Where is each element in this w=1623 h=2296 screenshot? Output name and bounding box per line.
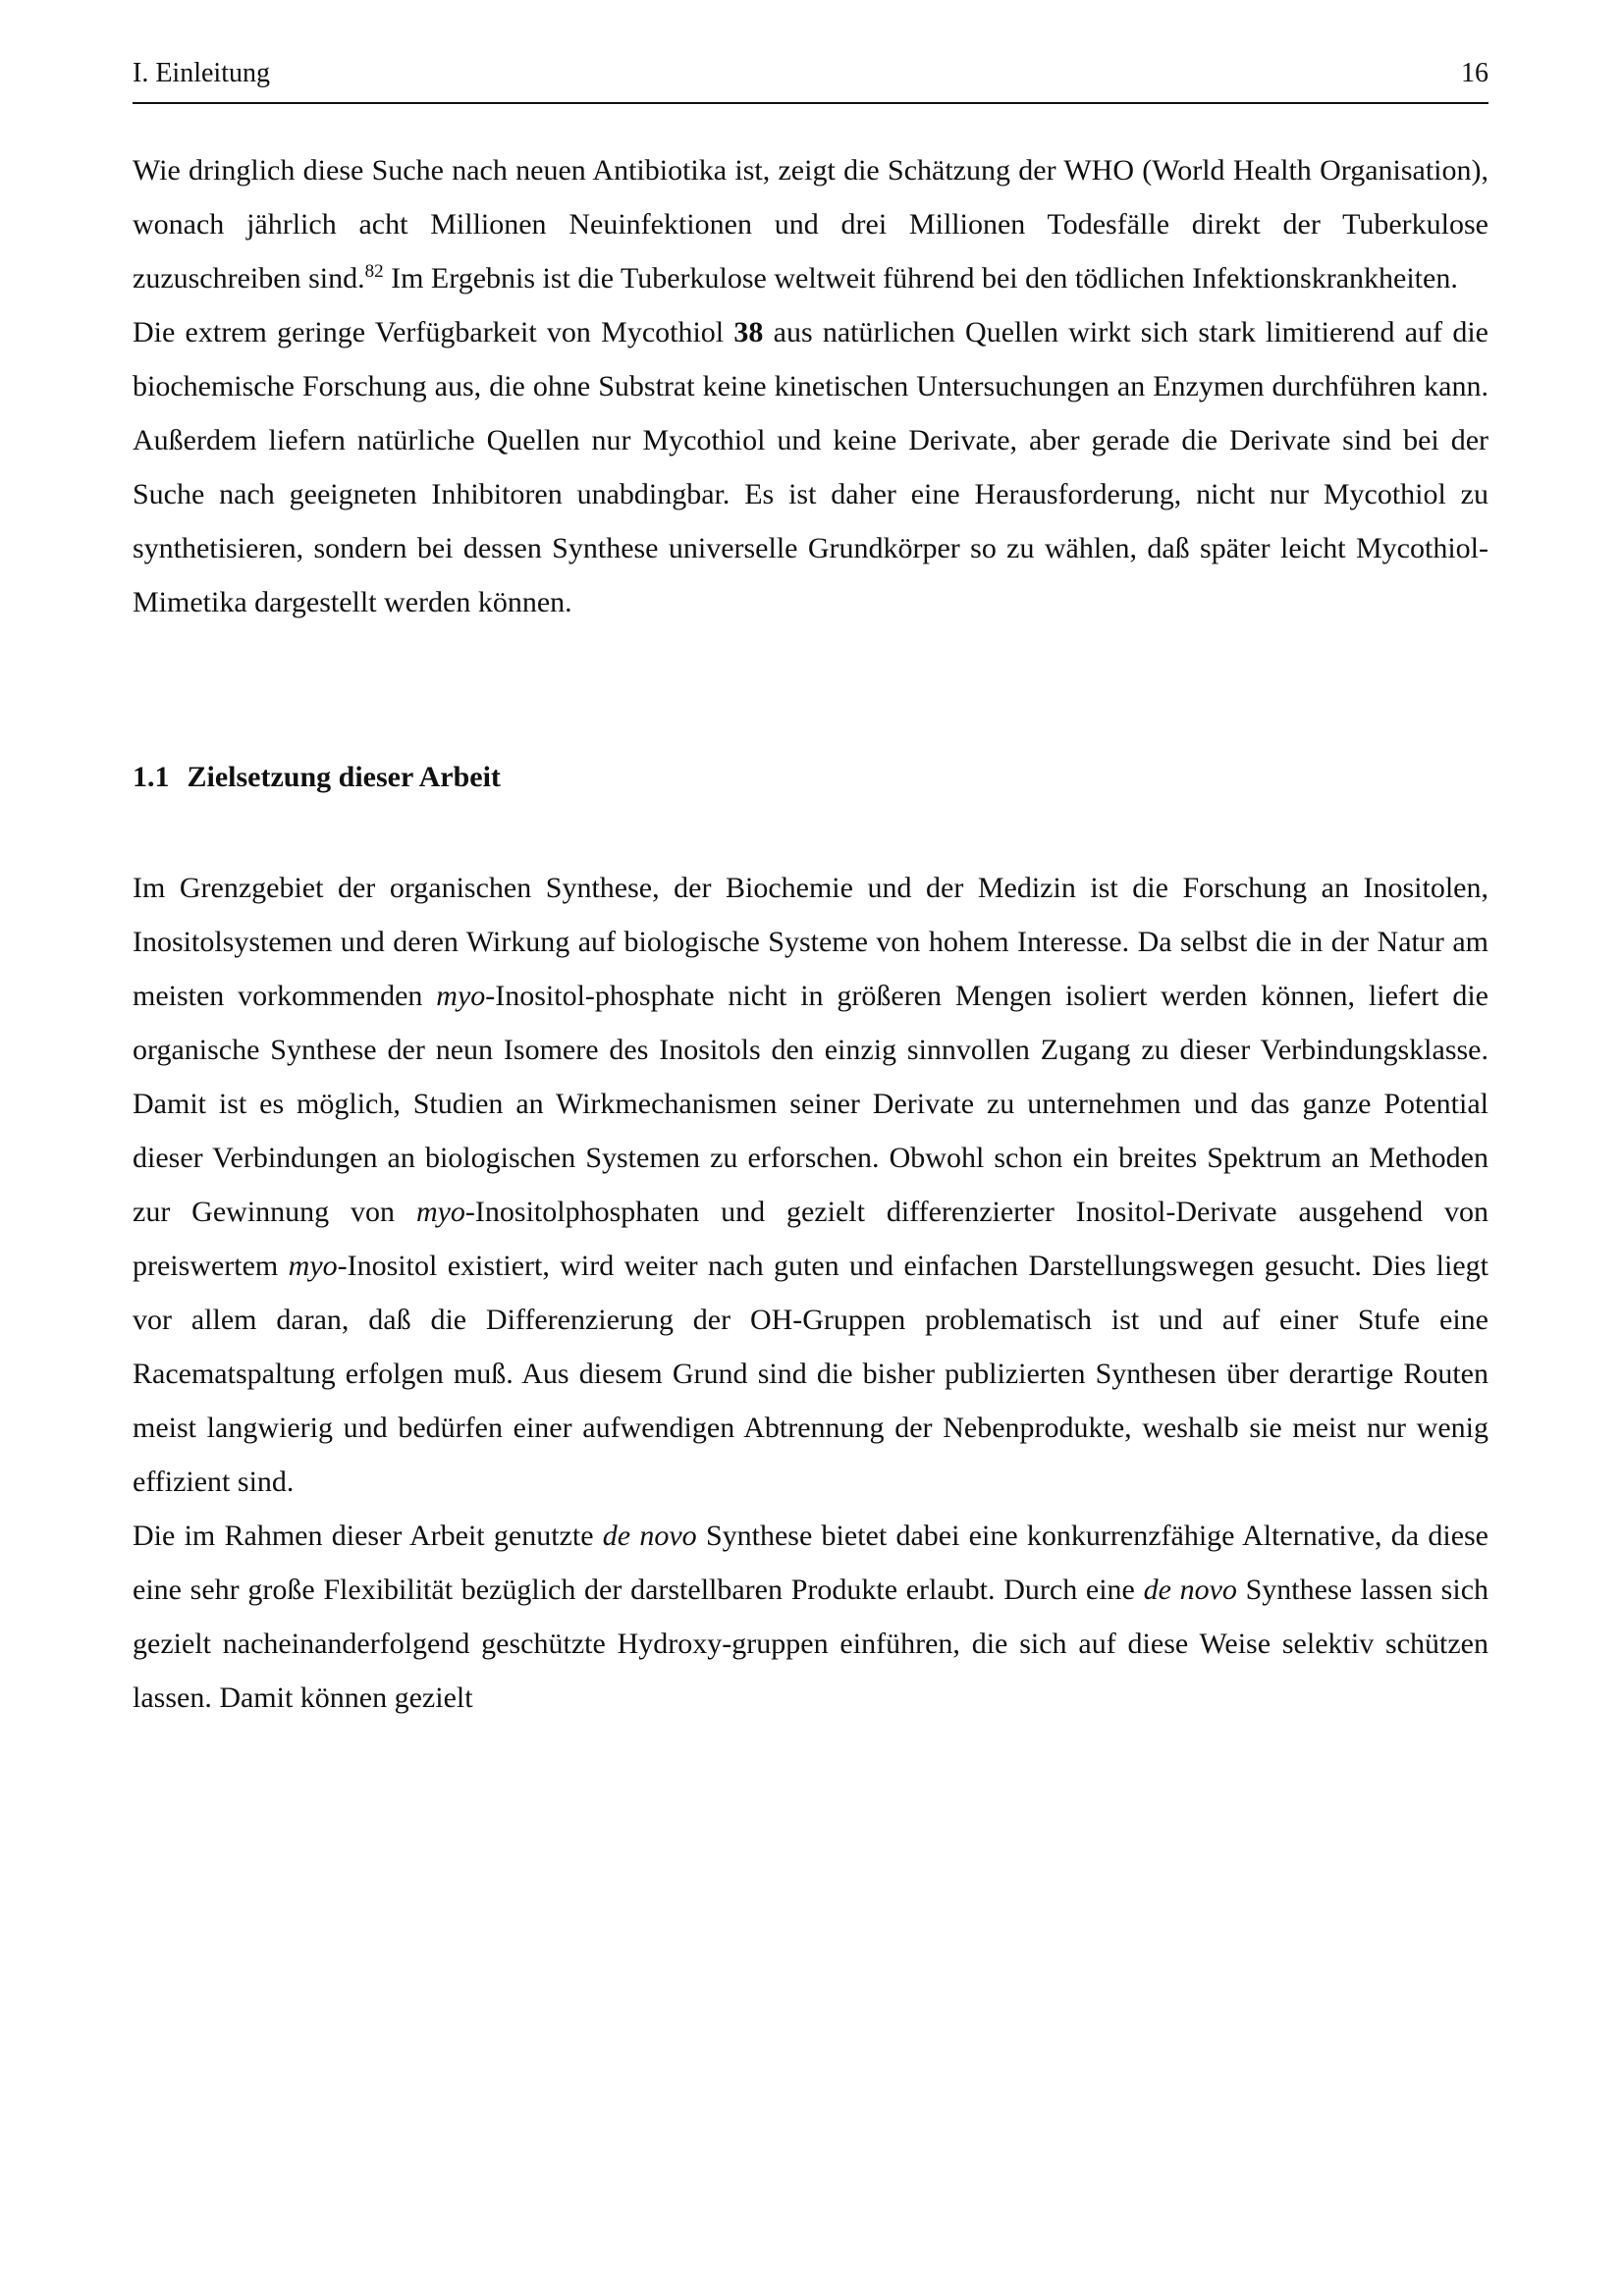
text-run: -Inositol-phosphate nicht in größeren Mengen isoliert werden können, liefert die organische Synthese der neun Isomere des Inositols den einzig sinnvollen Zugang zu dieser Verbindungsklasse. Damit ist es möglich, Studien an Wirkmechanismen seiner Derivate zu unternehmen und das ganze Potential dieser Verbindungen an biologischen Systemen zu erforschen. Obwohl schon ein breites Spektrum an Methoden zur Gewinnung von [133,980,1488,1228]
text-run: Wie dringlich diese Suche nach neuen Antibiotika ist, zeigt die Schätzung der WHO (World Health Organisation), wonach jährlich acht Millionen Neuinfektionen und drei Millionen Todesfälle direkt der Tuberkulose zuzuschreiben sind. [133,154,1488,294]
text-run: 1.1 [133,761,170,793]
text-run: Die im Rahmen dieser Arbeit genutzte [133,1520,603,1552]
paragraph [133,305,1488,629]
paragraph [133,861,1488,1509]
text-run: -Inositolphosphaten und gezielt differenzierter Inositol-Derivate ausgehend von preiswertem [133,1196,1488,1282]
text-run: aus natürlichen Quellen wirkt sich stark limitierend auf die biochemische Forschung aus, die ohne Substrat keine kinetischen Untersuchungen an Enzymen durchführen kann. Außerdem liefern natürliche Quellen nur Mycothiol und keine Derivate, aber gerade die Derivate sind bei der Suche nach geeigneten Inhibitoren unabdingbar. Es ist daher eine Herausforderung, nicht nur Mycothiol zu synthetisieren, sondern bei dessen Synthese universelle Grundkörper so zu wählen, daß später leicht Mycothiol-Mimetika dargestellt werden können. [133,316,1488,618]
text-run: de novo [1143,1574,1237,1606]
page-number: 16 [1461,58,1488,88]
text-run: myo [415,1196,465,1228]
text-run: Im Ergebnis ist die Tuberkulose weltweit führend bei den tödlichen Infektionskrankheiten. [383,262,1458,294]
text-run: -Inositol existiert, wird weiter nach guten und einfachen Darstellungswegen gesucht. Dies liegt vor allem daran, daß die Differenzierung der OH-Gruppen problematisch ist und auf einer Stufe eine Racematspaltung erfolgen muß. Aus diesem Grund sind die bisher publizierten Synthesen über derartige Routen meist langwierig und bedürfen einer aufwendigen Abtrennung der Nebenprodukte, weshalb sie meist nur wenig effizient sind. [133,1250,1488,1498]
text-run: myo [288,1250,338,1282]
text-run: 82 [364,261,384,282]
section-heading [133,750,1488,804]
text-run: Zielsetzung dieser Arbeit [187,761,501,793]
text-run: 38 [733,316,764,348]
text-run: Im Grenzgebiet der organischen Synthese, der Biochemie und der Medizin ist die Forschung an Inositolen, Inositolsystemen und deren Wirkung auf biologische Systeme von hohem Interesse. Da selbst die in der Natur am meisten vorkommenden [133,872,1488,1012]
text-run: de novo [602,1520,697,1552]
text-run: Synthese lassen sich gezielt nacheinanderfolgend geschützte Hydroxy-gruppen einführen, die sich auf diese Weise selektiv schützen lassen. Damit können gezielt [133,1574,1489,1714]
paragraph [133,1509,1488,1725]
page-body [133,143,1488,1725]
text-run: myo [436,980,486,1012]
paragraph [133,143,1488,305]
page-header [133,57,1488,104]
text-run: Die extrem geringe Verfügbarkeit von Mycothiol [133,316,734,348]
text-run: Synthese bietet dabei eine konkurrenzfähige Alternative, da diese eine sehr große Flexibilität bezüglich der darstellbaren Produkte erlaubt. Durch eine [133,1520,1488,1606]
running-title: I. Einleitung [133,58,270,88]
